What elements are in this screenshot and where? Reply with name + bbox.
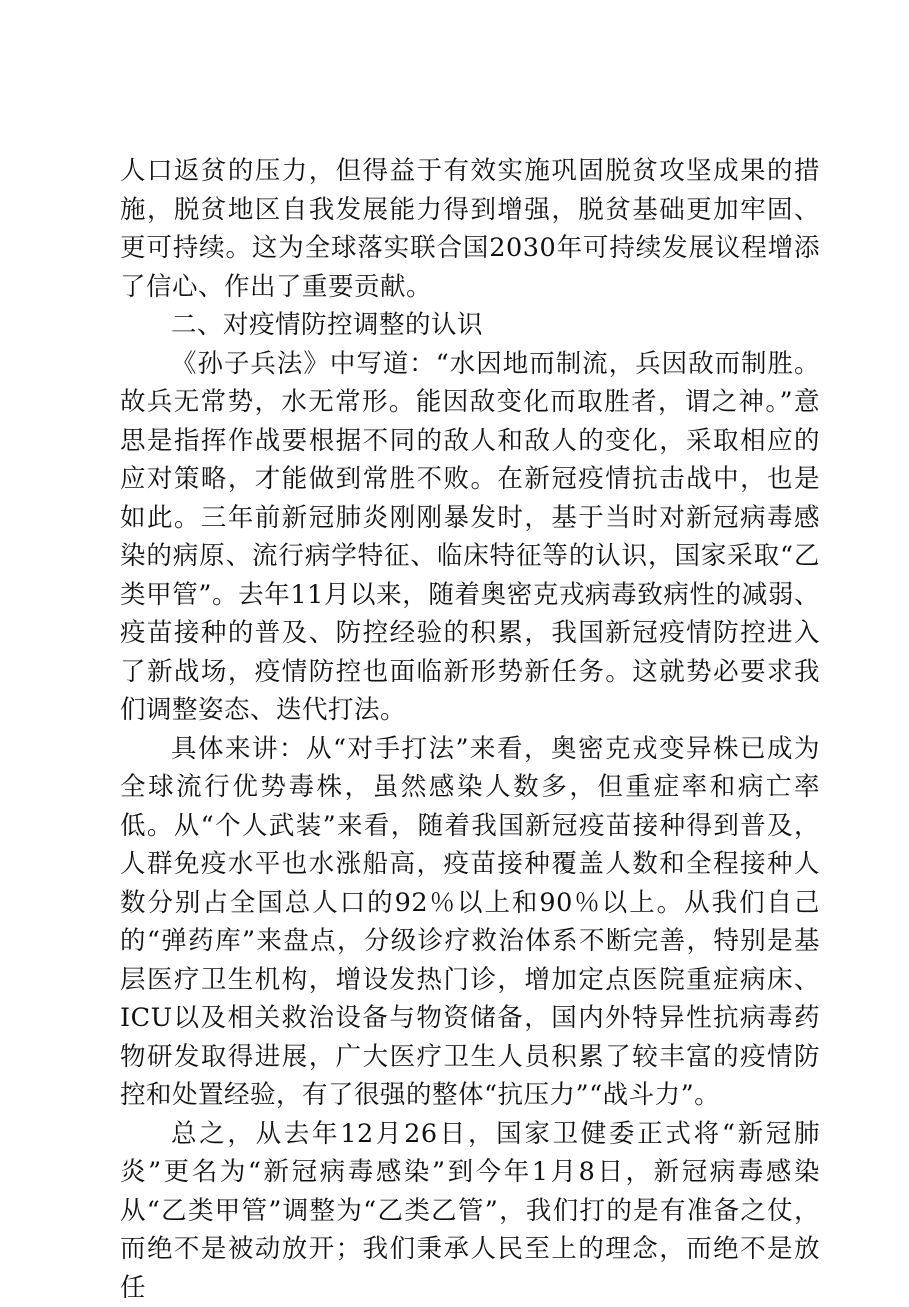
paragraph-sunzi: 《孙子兵法》中写道：“水因地而制流，兵因敌而制胜。故兵无常势，水无常形。能因敌变化而取胜者，谓之神。”意思是指挥作战要根据不同的敌人和敌人的变化，采取相应的应对策略，才能做到常胜不败。在新冠疫情抗击战中，也是如此。三年前新冠肺炎刚刚暴发时，基于当时对新冠病毒感染的病原、流行病学特征、临床特征等的认识，国家采取“乙类甲管”。去年11月以来，随着奥密克戎病毒致病性的减弱、疫苗接种的普及、防控经验的积累，我国新冠疫情防控进入了新战场，疫情防控也面临新形势新任务。这就势必要求我们调整姿态、迭代打法。	[120, 345, 820, 730]
paragraph-continued: 人口返贫的压力，但得益于有效实施巩固脱贫攻坚成果的措施，脱贫地区自我发展能力得到增强，脱贫基础更加牢固、更可持续。这为全球落实联合国2030年可持续发展议程增添了信心、作出了重要贡献。	[120, 152, 820, 306]
paragraph-specifics: 具体来讲：从“对手打法”来看，奥密克戎变异株已成为全球流行优势毒株，虽然感染人数多，但重症率和病亡率低。从“个人武装”来看，随着我国新冠疫苗接种得到普及，人群免疫水平也水涨船高，疫苗接种覆盖人数和全程接种人数分别占全国总人口的92％以上和90％以上。从我们自己的“弹药库”来盘点，分级诊疗救治体系不断完善，特别是基层医疗卫生机构，增设发热门诊，增加定点医院重症病床、ICU以及相关救治设备与物资储备，国内外特异性抗病毒药物研发取得进展，广大医疗卫生人员积累了较丰富的疫情防控和处置经验，有了很强的整体“抗压力”“战斗力”。	[120, 730, 820, 1115]
paragraph-summary: 总之，从去年12月26日，国家卫健委正式将“新冠肺炎”更名为“新冠病毒感染”到今年1月8日，新冠病毒感染从“乙类甲管”调整为“乙类乙管”，我们打的是有准备之仗，而绝不是被动放开；我们秉承人民至上的理念，而绝不是放任	[120, 1115, 820, 1307]
document-body	[120, 152, 820, 1307]
section-heading: 二、对疫情防控调整的认识	[120, 306, 820, 345]
